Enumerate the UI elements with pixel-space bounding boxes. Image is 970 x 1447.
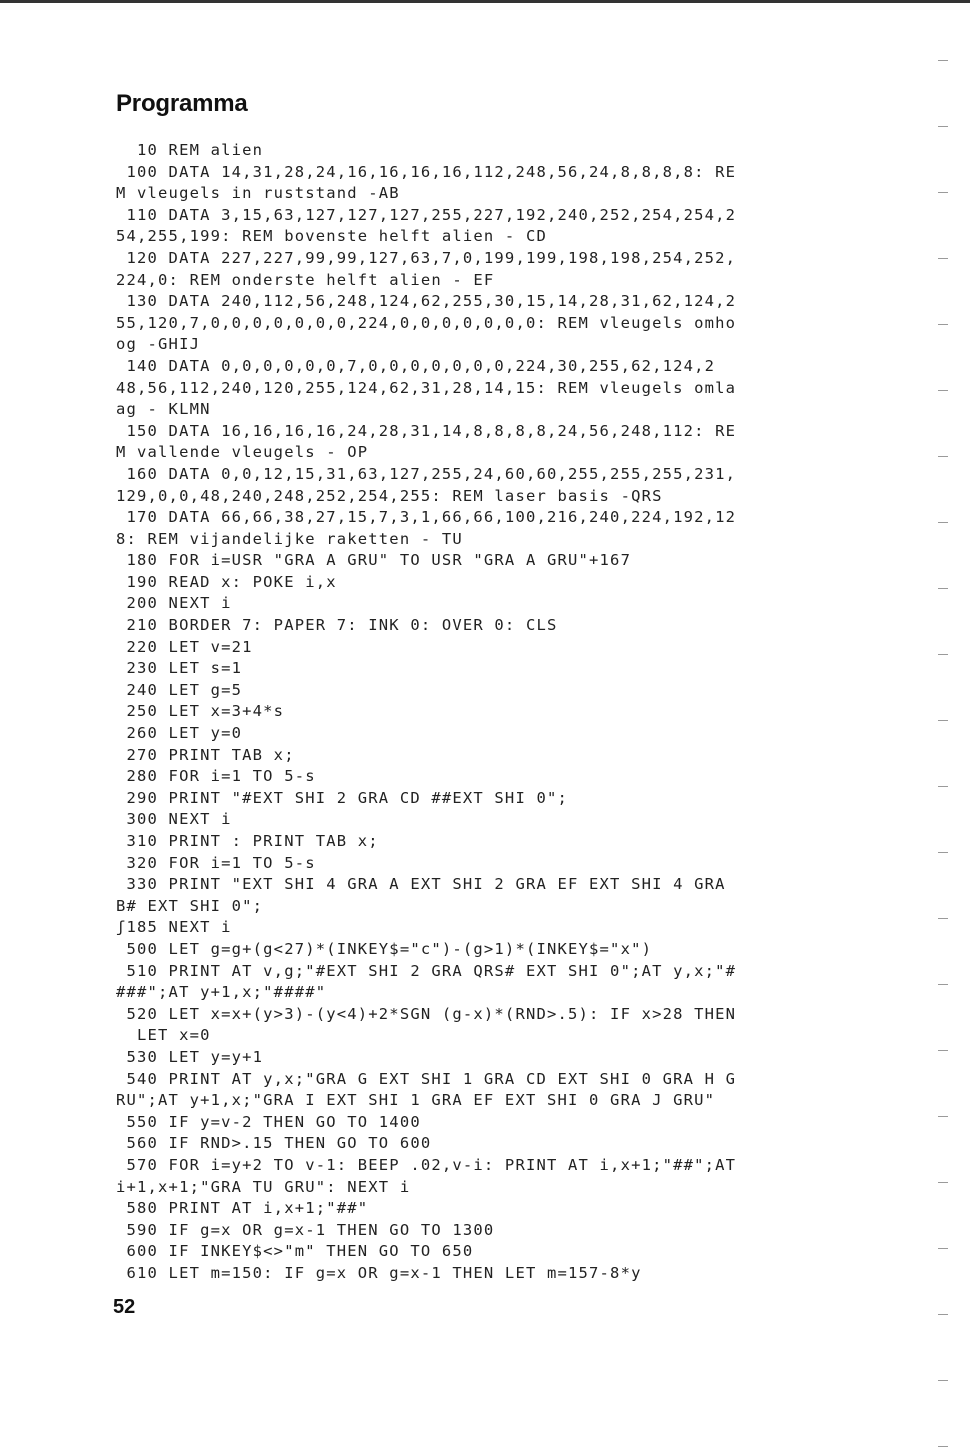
code-line: 260 LET y=0 — [116, 724, 243, 743]
edge-tick-mark — [938, 1050, 948, 1051]
code-line: 240 LET g=5 — [116, 680, 243, 699]
edge-tick-mark — [938, 654, 948, 655]
code-line: ag - KLMN — [116, 400, 211, 419]
code-line: 540 PRINT AT y,x;"GRA G EXT SHI 1 GRA CD EXT SHI 0 GRA H G — [116, 1069, 737, 1088]
code-line: 250 LET x=3+4*s — [116, 702, 285, 721]
edge-tick-mark — [938, 258, 948, 259]
edge-tick-mark — [938, 720, 948, 721]
code-line: 200 NEXT i — [116, 594, 232, 613]
code-line: 550 IF y=v-2 THEN GO TO 1400 — [116, 1112, 421, 1131]
edge-tick-mark — [938, 1314, 948, 1315]
edge-tick-mark — [938, 1380, 948, 1381]
edge-tick-mark — [938, 60, 948, 61]
edge-tick-mark — [938, 192, 948, 193]
code-line: 500 LET g=g+(g<27)*(INKEY$="c")-(g>1)*(INKEY$="x") — [116, 939, 653, 958]
code-line: 230 LET s=1 — [116, 659, 243, 678]
code-line: 610 LET m=150: IF g=x OR g=x-1 THEN LET m=157-8*y — [116, 1263, 642, 1282]
edge-tick-mark — [938, 456, 948, 457]
code-line: 210 BORDER 7: PAPER 7: INK 0: OVER 0: CLS — [116, 616, 558, 635]
edge-tick-mark — [938, 1182, 948, 1183]
code-line: 170 DATA 66,66,38,27,15,7,3,1,66,66,100,216,240,224,192,12 — [116, 508, 737, 527]
edge-tick-mark — [938, 852, 948, 853]
code-line: 600 IF INKEY$<>"m" THEN GO TO 650 — [116, 1242, 474, 1261]
code-line: 290 PRINT "#EXT SHI 2 GRA CD ##EXT SHI 0"; — [116, 788, 569, 807]
code-line: 160 DATA 0,0,12,15,31,63,127,255,24,60,60,255,255,255,231, — [116, 464, 737, 483]
code-line: 590 IF g=x OR g=x-1 THEN GO TO 1300 — [116, 1220, 495, 1239]
code-line: 530 LET y=y+1 — [116, 1047, 264, 1066]
code-line: M vleugels in ruststand -AB — [116, 184, 400, 203]
edge-tick-mark — [938, 588, 948, 589]
code-line: 129,0,0,48,240,248,252,254,255: REM laser basis -QRS — [116, 486, 663, 505]
code-line: og -GHIJ — [116, 335, 201, 354]
code-line: 48,56,112,240,120,255,124,62,31,28,14,15: REM vleugels omla — [116, 378, 737, 397]
code-line: 330 PRINT "EXT SHI 4 GRA A EXT SHI 2 GRA EF EXT SHI 4 GRA — [116, 875, 726, 894]
code-line: 560 IF RND>.15 THEN GO TO 600 — [116, 1134, 432, 1153]
code-line: 224,0: REM onderste helft alien - EF — [116, 270, 495, 289]
edge-tick-mark — [938, 1116, 948, 1117]
code-line: 150 DATA 16,16,16,16,24,28,31,14,8,8,8,8,24,56,248,112: RE — [116, 421, 737, 440]
top-rule — [0, 0, 970, 3]
edge-tick-mark — [938, 324, 948, 325]
edge-tick-mark — [938, 390, 948, 391]
edge-tick-mark — [938, 786, 948, 787]
code-line: 130 DATA 240,112,56,248,124,62,255,30,15,14,28,31,62,124,2 — [116, 292, 737, 311]
code-line: 570 FOR i=y+2 TO v-1: BEEP .02,v-i: PRINT AT i,x+1;"##";AT — [116, 1155, 737, 1174]
code-line: 180 FOR i=USR "GRA A GRU" TO USR "GRA A GRU"+167 — [116, 551, 632, 570]
code-line: 55,120,7,0,0,0,0,0,0,0,224,0,0,0,0,0,0,0: REM vleugels omho — [116, 313, 737, 332]
code-line: i+1,x+1;"GRA TU GRU": NEXT i — [116, 1177, 411, 1196]
page-number: 52 — [113, 1296, 136, 1318]
code-line: 54,255,199: REM bovenste helft alien - CD — [116, 227, 547, 246]
code-line: 10 REM alien — [116, 141, 264, 159]
edge-marks — [938, 0, 952, 1421]
basic-program-listing — [116, 140, 876, 1284]
code-line: LET x=0 — [116, 1026, 211, 1045]
edge-tick-mark — [938, 918, 948, 919]
code-line: 220 LET v=21 — [116, 637, 253, 656]
edge-tick-mark — [938, 984, 948, 985]
code-line: 320 FOR i=1 TO 5-s — [116, 853, 316, 872]
code-line: 300 NEXT i — [116, 810, 232, 829]
code-line: ʃ185 NEXT i — [116, 918, 232, 937]
code-line: 110 DATA 3,15,63,127,127,127,255,227,192,240,252,254,254,2 — [116, 205, 737, 224]
code-line: 100 DATA 14,31,28,24,16,16,16,16,112,248,56,24,8,8,8,8: RE — [116, 162, 737, 181]
code-line: 280 FOR i=1 TO 5-s — [116, 767, 316, 786]
code-line: M vallende vleugels - OP — [116, 443, 369, 462]
code-line: 190 READ x: POKE i,x — [116, 572, 337, 591]
code-line: RU";AT y+1,x;"GRA I EXT SHI 1 GRA EF EXT SHI 0 GRA J GRU" — [116, 1091, 716, 1110]
code-line: 310 PRINT : PRINT TAB x; — [116, 832, 379, 850]
code-line: 510 PRINT AT v,g;"#EXT SHI 2 GRA QRS# EXT SHI 0";AT y,x;"# — [116, 961, 737, 980]
page-title: Programma — [116, 90, 248, 117]
edge-tick-mark — [938, 522, 948, 523]
code-line: 580 PRINT AT i,x+1;"##" — [116, 1199, 369, 1218]
code-line: 520 LET x=x+(y>3)-(y<4)+2*SGN (g-x)*(RND>.5): IF x>28 THEN — [116, 1004, 737, 1023]
code-line: 270 PRINT TAB x; — [116, 745, 295, 764]
code-line: ###";AT y+1,x;"####" — [116, 983, 327, 1002]
edge-tick-mark — [938, 1248, 948, 1249]
code-line: 140 DATA 0,0,0,0,0,0,7,0,0,0,0,0,0,0,224,30,255,62,124,2 — [116, 356, 716, 375]
code-line: 120 DATA 227,227,99,99,127,63,7,0,199,199,198,198,254,252, — [116, 248, 737, 267]
code-line: 8: REM vijandelijke raketten - TU — [116, 529, 463, 548]
code-line: B# EXT SHI 0"; — [116, 896, 264, 915]
edge-tick-mark — [938, 126, 948, 127]
